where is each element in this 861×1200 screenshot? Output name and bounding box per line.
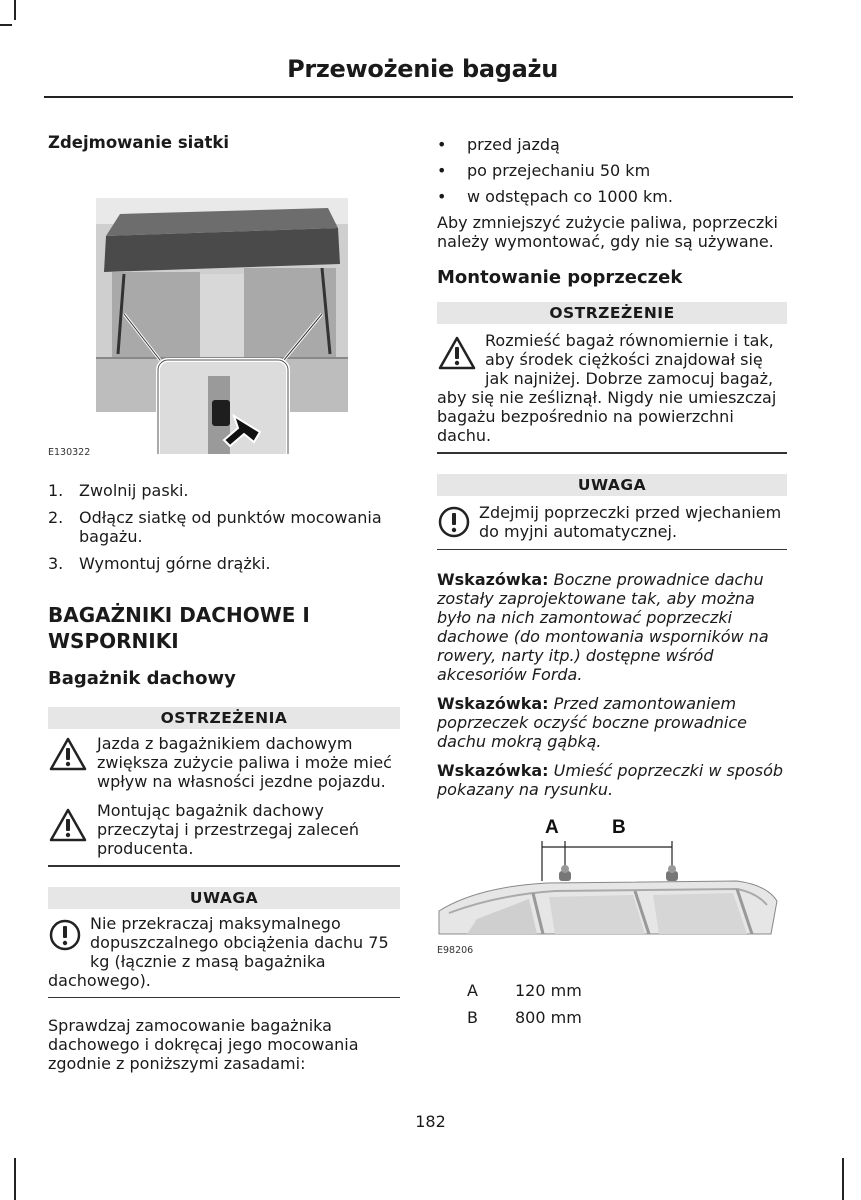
title-rule xyxy=(44,96,793,98)
cargo-net-figure xyxy=(48,164,400,458)
divider xyxy=(437,549,787,551)
list-item: 2. Odłącz siatkę od punktów mocowania bagażu. xyxy=(48,508,382,546)
list-item: 1. Zwolnij paski. xyxy=(48,481,189,500)
table-row: B 800 mm xyxy=(467,1008,582,1027)
cargo-net-illustration xyxy=(48,164,400,454)
divider xyxy=(437,452,787,454)
crop-mark xyxy=(14,1158,16,1200)
figure-code: E130322 xyxy=(48,447,91,458)
roof-rack-heading: Bagażnik dachowy xyxy=(48,668,236,689)
divider xyxy=(48,865,400,867)
check-intervals-list xyxy=(437,135,787,206)
section-heading: BAGAŻNIKI DACHOWE I WSPORNIKI xyxy=(48,603,310,653)
body-text: Sprawdzaj zamocowanie bagażnika dachowego i dokręcaj jego mocowania zgodnie z poniższymi zasadami: xyxy=(48,1016,359,1073)
dimensions-table xyxy=(437,981,787,1027)
crop-mark xyxy=(14,0,16,20)
list-item: • w odstępach co 1000 km. xyxy=(437,187,673,206)
dimension-label-b: B xyxy=(612,817,626,838)
right-column xyxy=(437,130,787,1035)
table-row: A 120 mm xyxy=(467,981,582,1000)
crossbar-heading: Montowanie poprzeczek xyxy=(437,267,683,288)
hint: Wskazówka: Boczne prowadnice dachu zostały zaprojektowane tak, aby można było na nich zamontować poprzeczki dachowe (do montowania wsporników na rowery, narty itp.) dostępne wśród akcesoriów Forda. xyxy=(437,570,769,684)
warning-triangle-icon xyxy=(48,807,88,843)
caution-circle-icon xyxy=(437,505,471,539)
warning-notice: Montując bagażnik dachowy przeczytaj i przestrzegaj zaleceń producenta. xyxy=(48,801,400,858)
caution-notice: Zdejmij poprzeczki przed wjechaniem do myjni automatycznej. xyxy=(437,503,787,541)
crop-mark xyxy=(0,24,12,26)
caution-circle-icon xyxy=(48,918,82,952)
list-item: • po przejechaniu 50 km xyxy=(437,161,651,180)
figure-code: E98206 xyxy=(437,945,474,956)
crop-mark xyxy=(842,1158,844,1200)
warning-notice: Jazda z bagażnikiem dachowym zwiększa zużycie paliwa i może mieć wpływ na własności jezdne pojazdu. xyxy=(48,734,400,791)
warnings-banner: OSTRZEŻENIA xyxy=(48,707,400,729)
page-title: Przewożenie bagażu xyxy=(287,55,558,83)
caution-notice: Nie przekraczaj maksymalnego dopuszczalnego obciążenia dachu 75 kg (łącznie z masą bagażnika dachowego). xyxy=(48,913,389,990)
divider xyxy=(48,997,400,999)
hint: Wskazówka: Przed zamontowaniem poprzeczek oczyść boczne prowadnice dachu mokrą gąbką. xyxy=(437,694,747,751)
net-removal-heading: Zdejmowanie siatki xyxy=(48,133,229,152)
list-item: 3. Wymontuj górne drążki. xyxy=(48,554,271,573)
warning-notice: Rozmieść bagaż równomiernie i tak, aby środek ciężkości znajdował się jak najniżej. Dobrze zamocuj bagaż, aby się nie ześliznął. Nigdy nie umieszczaj bagażu bezpośrednio na powierzchni dachu. xyxy=(437,331,777,445)
warning-triangle-icon xyxy=(48,736,88,772)
hint: Wskazówka: Umieść poprzeczki w sposób pokazany na rysunku. xyxy=(437,761,784,799)
page-number: 182 xyxy=(415,1112,446,1131)
warning-triangle-icon xyxy=(437,335,477,371)
body-text: Aby zmniejszyć zużycie paliwa, poprzeczki należy wymontować, gdy nie są używane. xyxy=(437,213,778,251)
caution-banner: UWAGA xyxy=(437,474,787,496)
warning-banner: OSTRZEŻENIE xyxy=(437,302,787,324)
crossbar-figure xyxy=(437,809,787,959)
crossbar-illustration xyxy=(437,809,787,944)
left-column xyxy=(48,130,400,1073)
list-item: • przed jazdą xyxy=(437,135,560,154)
removal-steps xyxy=(48,481,400,573)
dimension-label-a: A xyxy=(545,817,559,838)
caution-banner: UWAGA xyxy=(48,887,400,909)
